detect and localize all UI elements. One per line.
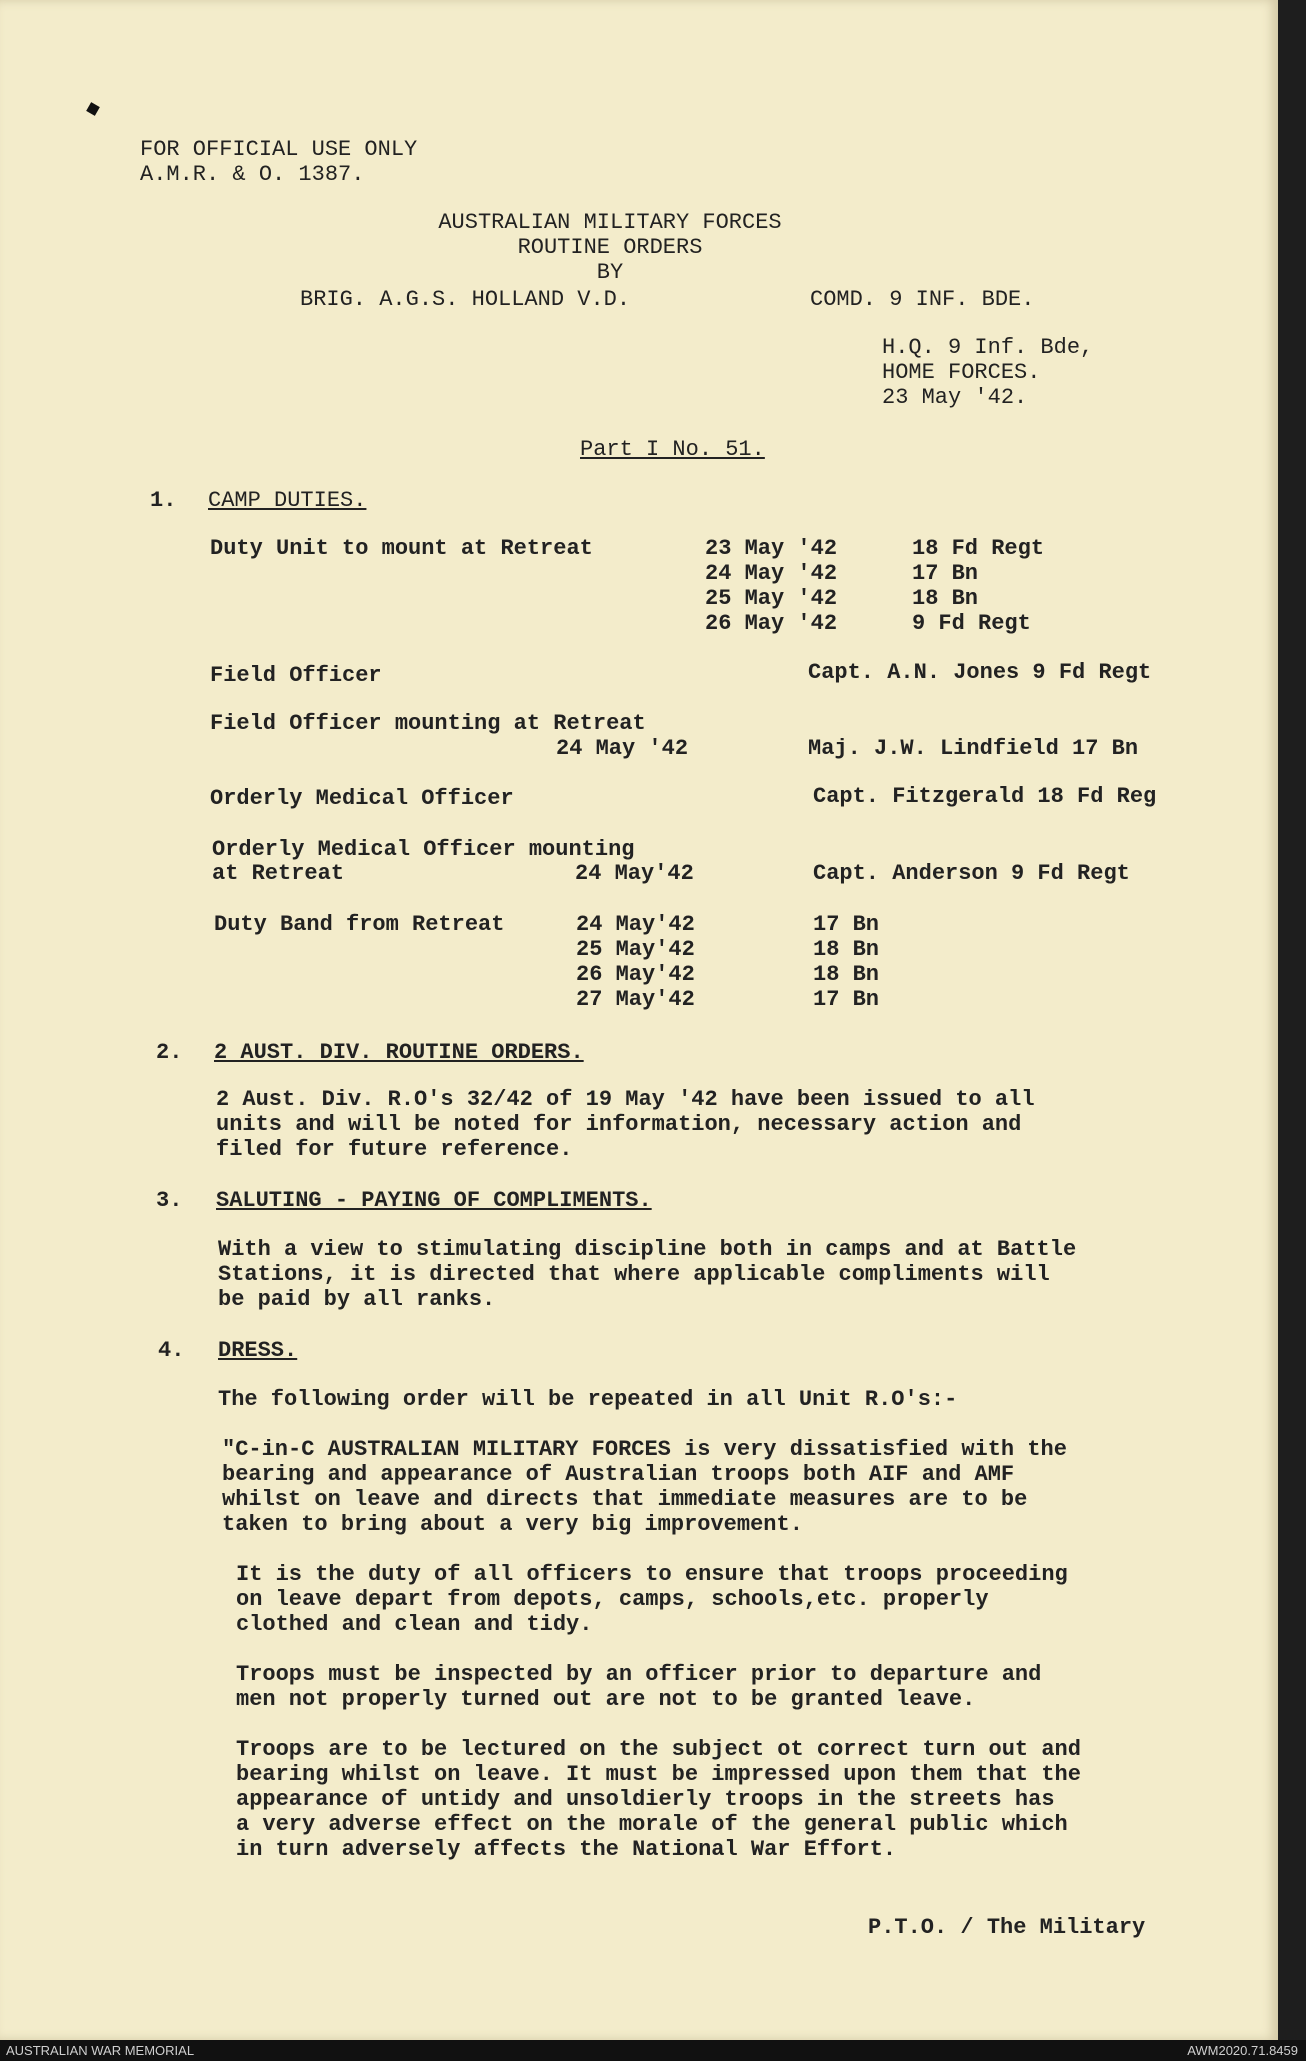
ink-mark [86,102,100,116]
hq-line-2: HOME FORCES. [882,360,1041,385]
omo-mounting-date: 24 May'42 [575,861,694,886]
section-4-para-4: Troops are to be lectured on the subject ot correct turn out and bearing whilst on leave. It must be impressed upon them that the appearance of untidy and unsoldierly troops in the streets has a very adverse effect on the morale of the general public which in turn adversely affects the National War Effort. [236,1737,1081,1862]
duty-unit: 9 Fd Regt [912,611,1031,636]
duty-date: 25 May '42 [705,586,838,611]
section-3-body: With a view to stimulating discipline both in camps and at Battle Stations, it is directed that where applicable compliments will be paid by all ranks. [218,1237,1077,1312]
doc-title-3: BY [596,260,624,285]
omo-mounting-label-1: Orderly Medical Officer mounting [212,837,635,862]
section-4-para-1: "C-in-C AUSTRALIAN MILITARY FORCES is very dissatisfied with the bearing and appearance of Australian troops both AIF and AMF whilst on leave and directs that immediate measures are to be taken to bring about a very big improvement. [222,1437,1067,1537]
band-date: 27 May'42 [576,987,695,1012]
omo-mounting-value: Capt. Anderson 9 Fd Regt [813,861,1130,886]
section-2-title: 2 AUST. DIV. ROUTINE ORDERS. [214,1040,584,1065]
hq-line-1: H.Q. 9 Inf. Bde, [882,335,1094,360]
band-date: 24 May'42 [576,912,695,937]
omo-mounting-label-2: at Retreat [212,861,345,886]
duty-unit: 18 Bn [912,586,979,611]
doc-title-1: AUSTRALIAN MILITARY FORCES [438,210,782,235]
fo-mounting-label: Field Officer mounting at Retreat [210,711,646,736]
omo-label: Orderly Medical Officer [210,786,514,811]
pto-note: P.T.O. / The Military [868,1915,1146,1940]
section-3-title: SALUTING - PAYING OF COMPLIMENTS. [216,1188,652,1213]
scan-edge [1278,0,1306,2040]
brigadier-name: BRIG. A.G.S. HOLLAND V.D. [300,287,631,312]
archive-footer [0,2040,1306,2061]
section-2-body: 2 Aust. Div. R.O's 32/42 of 19 May '42 have been issued to all units and will be noted for information, necessary action and filed for future reference. [216,1087,1035,1162]
duty-date: 26 May '42 [705,611,838,636]
duty-band-label: Duty Band from Retreat [214,912,505,937]
section-1-number: 1. [150,488,177,513]
band-unit: 18 Bn [813,962,880,987]
band-date: 26 May'42 [576,962,695,987]
duty-date: 24 May '42 [705,561,838,586]
duty-date: 23 May '42 [705,536,838,561]
order-date: 23 May '42. [882,385,1028,410]
fo-mounting-date: 24 May '42 [556,736,689,761]
section-3-number: 3. [156,1188,183,1213]
section-4-para-2: It is the duty of all officers to ensure that troops proceeding on leave depart from depots, camps, schools,etc. properly clothed and clean and tidy. [236,1562,1068,1637]
command-line: COMD. 9 INF. BDE. [810,287,1035,312]
fo-mounting-value: Maj. J.W. Lindfield 17 Bn [808,736,1139,761]
duty-unit-label: Duty Unit to mount at Retreat [210,536,593,561]
band-date: 25 May'42 [576,937,695,962]
duty-unit: 17 Bn [912,561,979,586]
band-unit: 17 Bn [813,987,880,1012]
part-number: Part I No. 51. [580,437,765,462]
doc-title-2: ROUTINE ORDERS [517,235,703,260]
section-4-title: DRESS. [218,1338,298,1363]
field-officer-value: Capt. A.N. Jones 9 Fd Regt [808,660,1152,685]
reference-line: A.M.R. & O. 1387. [140,162,365,187]
band-unit: 17 Bn [813,912,880,937]
footer-reference: AWM2020.71.8459 [1187,2043,1298,2058]
footer-source: AUSTRALIAN WAR MEMORIAL [6,2043,195,2058]
band-unit: 18 Bn [813,937,880,962]
field-officer-label: Field Officer [210,663,382,688]
section-4-number: 4. [158,1338,185,1363]
omo-value: Capt. Fitzgerald 18 Fd Reg [813,784,1157,809]
duty-unit: 18 Fd Regt [912,536,1045,561]
section-4-para-3: Troops must be inspected by an officer prior to departure and men not properly turned out are not to be granted leave. [236,1662,1042,1712]
section-2-number: 2. [156,1040,183,1065]
section-4-intro: The following order will be repeated in all Unit R.O's:- [218,1387,958,1412]
section-1-title: CAMP DUTIES. [208,488,367,513]
classification-line: FOR OFFICIAL USE ONLY [140,137,418,162]
